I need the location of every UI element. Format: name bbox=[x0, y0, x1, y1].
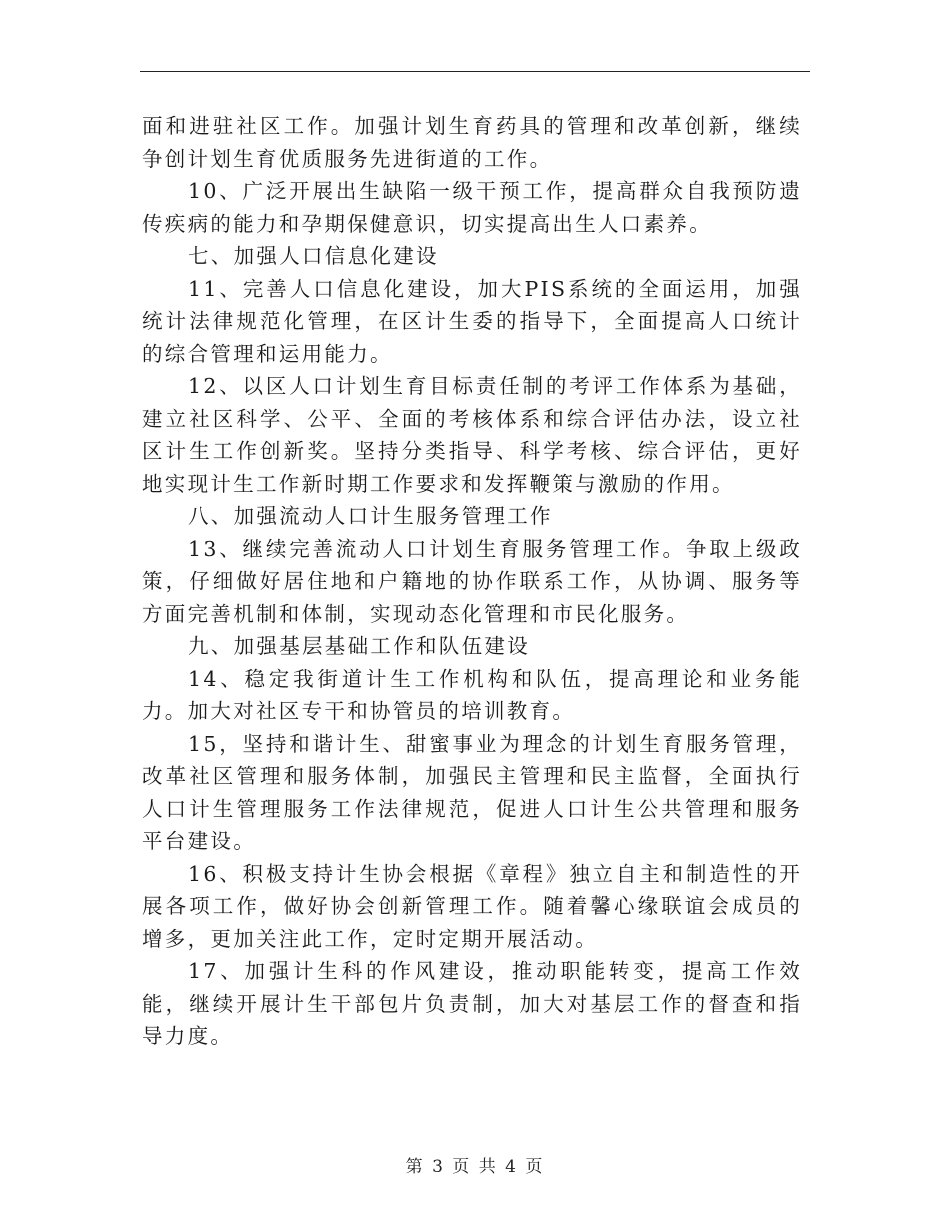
paragraph: 九、加强基层基础工作和队伍建设 bbox=[188, 634, 530, 658]
paragraph: 16、积极支持计生协会根据《章程》独立自主和制造性的开展各项工作，做好协会创新管理工作。随着馨心缘联谊会成员的增多，更加关注此工作，定时定期开展活动。 bbox=[142, 861, 802, 951]
paragraph: 面和进驻社区工作。加强计划生育药具的管理和改革创新，继续争创计划生育优质服务先进街道的工作。 bbox=[142, 114, 802, 171]
paragraph: 12、以区人口计划生育目标责任制的考评工作体系为基础，建立社区科学、公平、全面的考核体系和综合评估办法，设立社区计生工作创新奖。坚持分类指导、科学考核、综合评估，更好地实现计生工作新时期工作要求和发挥鞭策与激励的作用。 bbox=[142, 374, 802, 496]
document-body bbox=[142, 110, 802, 1053]
page-footer bbox=[0, 1152, 950, 1177]
paragraph: 八、加强流动人口计生服务管理工作 bbox=[188, 504, 553, 528]
paragraph: 10、广泛开展出生缺陷一级干预工作，提高群众自我预防遗传疾病的能力和孕期保健意识，切实提高出生人口素养。 bbox=[142, 179, 802, 236]
paragraph: 11、完善人口信息化建设，加大PIS系统的全面运用，加强统计法律规范化管理，在区计生委的指导下，全面提高人口统计的综合管理和运用能力。 bbox=[142, 276, 802, 366]
paragraph: 15，坚持和谐计生、甜蜜事业为理念的计划生育服务管理，改革社区管理和服务体制，加强民主管理和民主监督，全面执行人口计生管理服务工作法律规范，促进人口计生公共管理和服务平台建设。 bbox=[142, 731, 802, 853]
paragraph: 14、稳定我街道计生工作机构和队伍，提高理论和业务能力。加大对社区专干和协管员的培训教育。 bbox=[142, 666, 802, 723]
header-rule bbox=[140, 71, 810, 72]
paragraph: 七、加强人口信息化建设 bbox=[188, 244, 439, 268]
paragraph: 17、加强计生科的作风建设，推动职能转变，提高工作效能，继续开展计生干部包片负责制，加大对基层工作的督查和指导力度。 bbox=[142, 959, 802, 1048]
paragraph: 13、继续完善流动人口计划生育服务管理工作。争取上级政策，仔细做好居住地和户籍地的协作联系工作，从协调、服务等方面完善机制和体制，实现动态化管理和市民化服务。 bbox=[142, 536, 802, 626]
page-number: 第 3 页 共 4 页 bbox=[405, 1157, 545, 1177]
